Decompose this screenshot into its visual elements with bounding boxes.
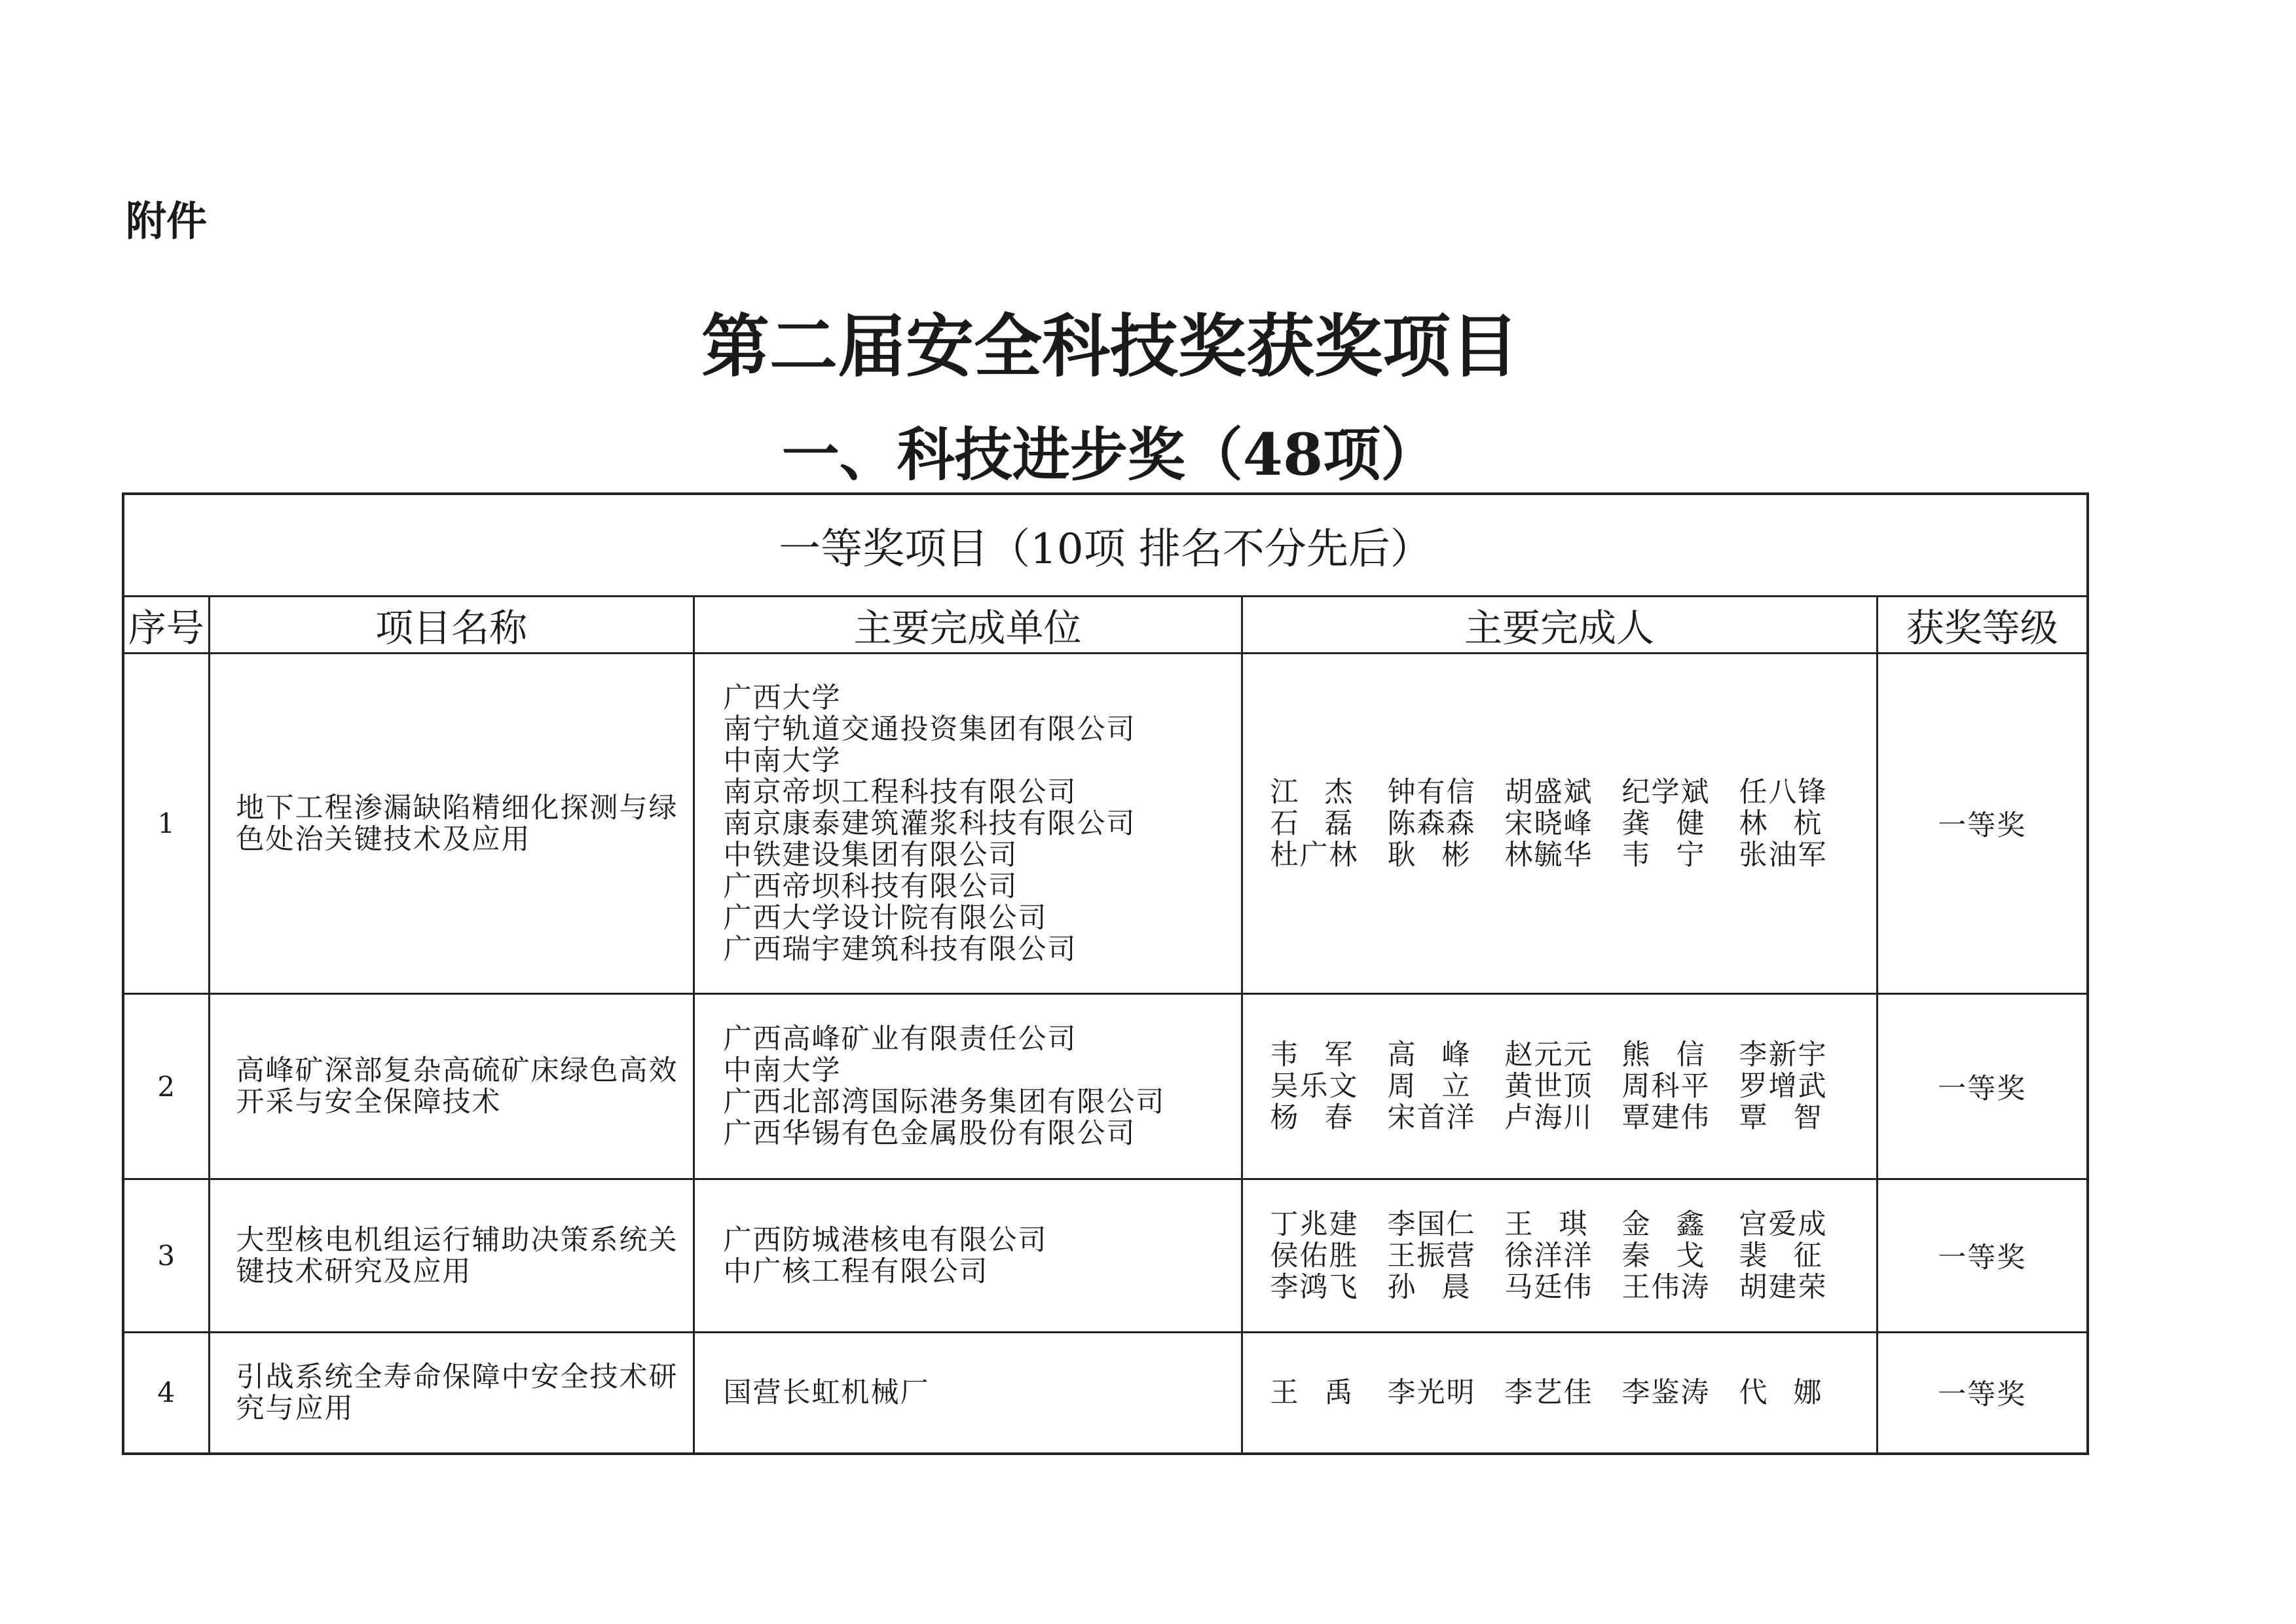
person-name: 覃建伟: [1621, 1101, 1711, 1134]
person-name: 高峰: [1387, 1039, 1496, 1071]
section-subtitle: 一、科技进步奖（48项）: [781, 420, 1439, 489]
person-name: 耿彬: [1387, 838, 1496, 872]
person-name: 钟有信: [1387, 775, 1476, 809]
person-name: 宋首洋: [1387, 1101, 1476, 1134]
people-line: [1270, 1377, 1857, 1409]
person-name: 宫爱成: [1739, 1208, 1828, 1241]
completion-units: [694, 654, 1242, 994]
completion-units: [694, 1333, 1242, 1454]
award-level: 一等奖: [1877, 994, 2088, 1179]
person-name: 林杭: [1739, 807, 1848, 840]
unit-item: 南京康泰建筑灌浆科技有限公司: [723, 807, 1136, 840]
person-name: 胡建荣: [1739, 1270, 1828, 1304]
person-name: 王振营: [1387, 1239, 1476, 1272]
table-row: [123, 654, 2088, 994]
project-name: 大型核电机组运行辅助决策系统关键技术研究及应用: [209, 1179, 694, 1333]
award-level: 一等奖: [1877, 1179, 2088, 1333]
person-name: 李艺佳: [1504, 1376, 1593, 1409]
person-name: 周立: [1387, 1070, 1496, 1103]
person-name: 秦戈: [1621, 1239, 1731, 1272]
person-name: 周科平: [1621, 1070, 1711, 1103]
person-name: 林毓华: [1504, 838, 1593, 872]
table-body: [123, 654, 2088, 1454]
header-people: 主要完成人: [1242, 597, 1877, 654]
person-name: 纪学斌: [1621, 775, 1711, 809]
document-title: 第二届安全科技奖获奖项目: [701, 306, 1519, 386]
person-name: 江杰: [1270, 775, 1379, 809]
person-name: 石磊: [1270, 807, 1379, 840]
table-row: [123, 1179, 2088, 1333]
section-title: 一等奖项目（10项 排名不分先后）: [123, 494, 2088, 597]
attachment-label: 附件: [126, 197, 208, 245]
person-name: 吴乐文: [1270, 1070, 1359, 1103]
person-name: 黄世顶: [1504, 1070, 1593, 1103]
unit-item: 广西大学: [723, 681, 842, 714]
person-name: 李光明: [1387, 1376, 1476, 1409]
project-name: 高峰矿深部复杂高硫矿床绿色高效开采与安全保障技术: [209, 994, 694, 1179]
completion-people: [1242, 1179, 1877, 1333]
person-name: 王禹: [1270, 1376, 1379, 1409]
header-no: 序号: [123, 597, 209, 654]
unit-item: 广西帝坝科技有限公司: [723, 870, 1018, 903]
people-line: [1270, 1272, 1857, 1303]
unit-item: 中南大学: [723, 744, 842, 777]
completion-units: [694, 1179, 1242, 1333]
person-name: 马廷伟: [1504, 1270, 1593, 1304]
row-number: 3: [123, 1179, 209, 1333]
completion-people: [1242, 654, 1877, 994]
people-line: [1270, 808, 1857, 840]
person-name: 丁兆建: [1270, 1208, 1359, 1241]
person-name: 陈森森: [1387, 807, 1476, 840]
unit-item: 南宁轨道交通投资集团有限公司: [723, 712, 1136, 746]
person-name: 罗增武: [1739, 1070, 1828, 1103]
person-name: 王琪: [1504, 1208, 1614, 1241]
people-line: [1270, 777, 1857, 808]
person-name: 侯佑胜: [1270, 1239, 1359, 1272]
awards-table: [122, 492, 2089, 1455]
person-name: 李鉴涛: [1621, 1376, 1711, 1409]
completion-people: [1242, 994, 1877, 1179]
section-header-row: [123, 494, 2088, 597]
header-level: 获奖等级: [1877, 597, 2088, 654]
person-name: 李鸿飞: [1270, 1270, 1359, 1304]
person-name: 韦军: [1270, 1039, 1379, 1071]
table-row: [123, 1333, 2088, 1454]
person-name: 卢海川: [1504, 1101, 1593, 1134]
person-name: 赵元元: [1504, 1039, 1593, 1071]
unit-item: 中广核工程有限公司: [723, 1255, 989, 1288]
person-name: 任八锋: [1739, 775, 1828, 809]
person-name: 孙晨: [1387, 1270, 1496, 1304]
person-name: 金鑫: [1621, 1208, 1731, 1241]
person-name: 熊信: [1621, 1039, 1731, 1071]
person-name: 张油军: [1739, 838, 1828, 872]
person-name: 宋晓峰: [1504, 807, 1593, 840]
project-name: 地下工程渗漏缺陷精细化探测与绿色处治关键技术及应用: [209, 654, 694, 994]
people-line: [1270, 1071, 1857, 1102]
project-name: 引战系统全寿命保障中安全技术研究与应用: [209, 1333, 694, 1454]
person-name: 徐洋洋: [1504, 1239, 1593, 1272]
row-number: 2: [123, 994, 209, 1179]
person-name: 李国仁: [1387, 1208, 1476, 1241]
completion-people: [1242, 1333, 1877, 1454]
row-number: 4: [123, 1333, 209, 1454]
header-units: 主要完成单位: [694, 597, 1242, 654]
table-row: [123, 994, 2088, 1179]
unit-item: 广西防城港核电有限公司: [723, 1223, 1048, 1257]
unit-item: 广西大学设计院有限公司: [723, 901, 1048, 934]
person-name: 李新宇: [1739, 1039, 1828, 1071]
person-name: 裴征: [1739, 1239, 1848, 1272]
person-name: 韦宁: [1621, 838, 1731, 872]
person-name: 龚健: [1621, 807, 1731, 840]
column-header-row: [123, 597, 2088, 654]
people-line: [1270, 1102, 1857, 1134]
person-name: 杜广林: [1270, 838, 1359, 872]
unit-item: 中南大学: [723, 1054, 842, 1087]
person-name: 覃智: [1739, 1101, 1848, 1134]
people-line: [1270, 840, 1857, 871]
award-level: 一等奖: [1877, 1333, 2088, 1454]
unit-item: 国营长虹机械厂: [723, 1376, 930, 1409]
unit-item: 南京帝坝工程科技有限公司: [723, 775, 1077, 809]
unit-item: 中铁建设集团有限公司: [723, 838, 1018, 872]
award-level: 一等奖: [1877, 654, 2088, 994]
unit-item: 广西高峰矿业有限责任公司: [723, 1023, 1077, 1056]
person-name: 胡盛斌: [1504, 775, 1593, 809]
row-number: 1: [123, 654, 209, 994]
people-line: [1270, 1240, 1857, 1272]
people-line: [1270, 1039, 1857, 1071]
completion-units: [694, 994, 1242, 1179]
person-name: 王伟涛: [1621, 1270, 1711, 1304]
people-line: [1270, 1209, 1857, 1240]
unit-item: 广西瑞宇建筑科技有限公司: [723, 932, 1077, 966]
unit-item: 广西华锡有色金属股份有限公司: [723, 1117, 1136, 1150]
unit-item: 广西北部湾国际港务集团有限公司: [723, 1086, 1166, 1118]
person-name: 代娜: [1739, 1376, 1848, 1409]
person-name: 杨春: [1270, 1101, 1379, 1134]
header-project-name: 项目名称: [209, 597, 694, 654]
